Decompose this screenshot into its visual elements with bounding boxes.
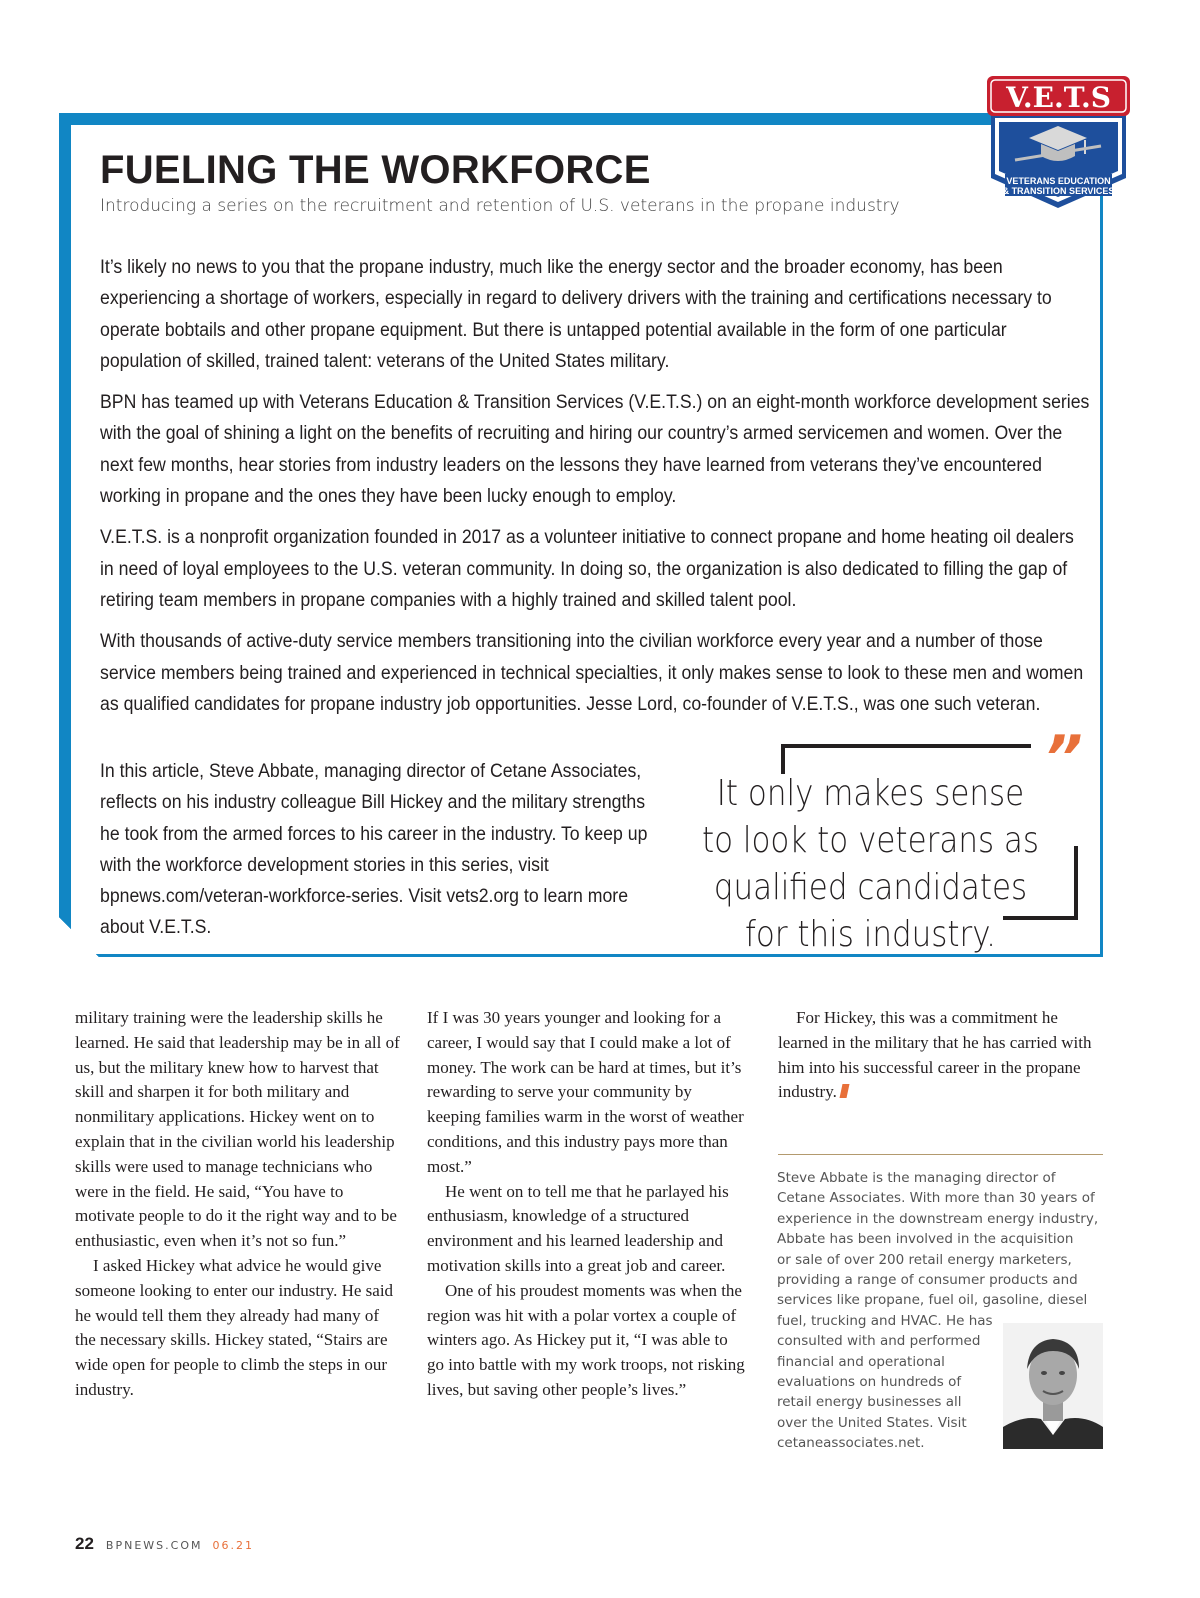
logo-line2: & TRANSITION SERVICES [1002,186,1115,196]
bio-line: services like propane, fuel oil, gasoline, diesel [777,1292,1088,1309]
article-column-3 [778,1006,1103,1105]
footer-site: BPNEWS.COM [105,1539,203,1552]
logo-title: V.E.T.S [1006,81,1111,114]
author-portrait [1003,1323,1103,1449]
intro-paragraph: In this article, Steve Abbate, managing director of Cetane Associates, reflects on his industry colleague Bill Hickey and the military strengths he took from the armed forces to his career in the industry. To keep up with the workforce development stories in this series, visit bpnews.com/veteran-workforce-series. Visit vets2.org to learn more about V.E.T.S. [100,761,648,939]
article-paragraph: If I was 30 years younger and looking for a career, I would say that I could make a lot of money. The work can be hard at times, but it’s rewarding to serve your community by keeping families warm in the worst of weather conditions, and this industry pays more than most.” [427,1008,744,1176]
bio-line: over the United States. Visit [777,1414,967,1431]
article-paragraph: For Hickey, this was a commitment he learned in the military that he has carried with him into his successful career in the propane industry. [778,1008,1092,1102]
intro-text-last [100,756,649,944]
headline: FUELING THE WORKFORCE [100,148,651,192]
intro-paragraph: BPN has teamed up with Veterans Education & Transition Services (V.E.T.S.) on an eight-month workforce development series with the goal of shining a light on the benefits of recruiting and hiring our country’s armed servicemen and women. Over the next few months, hear stories from industry leaders on the lessons they have learned from veterans they’ve encountered working in propane and the ones they have been lucky enough to employ. [100,392,1090,508]
logo-line1: VETERANS EDUCATION [1006,176,1111,186]
page-footer [75,1534,254,1554]
pullquote: It only makes sense to look to veterans as qualified candidates for this industry. [701,773,1040,955]
intro-text [100,252,1090,730]
bio-line: fuel, trucking and HVAC. He has [777,1312,993,1329]
article-paragraph: military training were the leadership skills he learned. He said that leadership may be in all of us, but the military knew how to harvest that skill and sharpen it for both military and nonmilitary applications. Hickey went on to explain that in the civilian world his leadership skills were used to manage technicians who were in the field. He said, “You have to motivate people to do it the right way and to be enthusiastic, even when it’s not so fun.” [75,1008,400,1251]
frame-corner-cut [59,917,99,957]
bio-line: Cetane Associates. With more than 30 years of [777,1190,1095,1207]
page-number: 22 [75,1534,94,1553]
intro-paragraph: It’s likely no news to you that the propane industry, much like the energy sector and the broader economy, has been experiencing a shortage of workers, especially in regard to delivery drivers with the training and certifications necessary to operate bobtails and other propane equipment. But there is untapped potential available in the form of one particular population of skilled, trained talent: veterans of the United States military. [100,257,1052,372]
bio-line: evaluations on hundreds of [777,1374,962,1391]
bio-line: providing a range of consumer products and [777,1272,1078,1289]
bio-line: consulted with and performed [777,1333,981,1350]
intro-paragraph: V.E.T.S. is a nonprofit organization founded in 2017 as a volunteer initiative to connect propane and home heating oil dealers in need of loyal employees to the U.S. veteran community. In doing so, the organization is also dedicated to filling the gap of retiring team members in propane companies with a highly trained and skilled talent pool. [100,527,1074,611]
vets-logo [985,74,1132,212]
article-column-1 [75,1006,400,1403]
bio-line: Steve Abbate is the managing director of [777,1170,1056,1186]
article-paragraph: I asked Hickey what advice he would give someone looking to enter our industry. He said he would tell them they already had many of the necessary skills. Hickey stated, “Stairs are wide open for people to climb the steps in our industry. [75,1255,394,1399]
bio-line: Abbate has been involved in the acquisition [777,1231,1074,1248]
intro-paragraph: With thousands of active-duty service members transitioning into the civilian workforce every year and a number of those service members being trained and experienced in technical specialties, it only makes sense to look to these men and women as qualified candidates for propane industry job opportunities. Jesse Lord, co-founder of V.E.T.S., was one such veteran. [100,631,1084,715]
article-column-2 [427,1006,747,1403]
pullquote-bracket-bottom-vertical [1074,846,1078,920]
bio-line: or sale of over 200 retail energy marketers, [777,1251,1072,1268]
article-paragraph: He went on to tell me that he parlayed his enthusiasm, knowledge of a structured environment and his learned leadership and motivation skills into a great job and career. [427,1181,729,1275]
quote-mark-icon: ” [1044,723,1083,793]
bio-line: financial and operational [777,1353,945,1370]
bio-line: retail energy businesses all [777,1394,962,1411]
end-of-story-icon [839,1084,849,1098]
pullquote-bracket-bottom [1003,916,1078,920]
article-paragraph: One of his proudest moments was when the region was hit with a polar vortex a couple of winters ago. As Hickey put it, “I was able to go into battle with my work troops, not risking lives, but saving other people’s lives.” [427,1280,745,1399]
bio-line: experience in the downstream energy industry, [777,1210,1099,1227]
bio-divider [778,1154,1103,1155]
pullquote-bracket-top [781,744,1031,748]
subtitle: Introducing a series on the recruitment and retention of U.S. veterans in the propane industry [100,196,900,216]
bio-line: cetaneassociates.net. [777,1435,925,1452]
footer-issue: 06.21 [212,1539,254,1552]
